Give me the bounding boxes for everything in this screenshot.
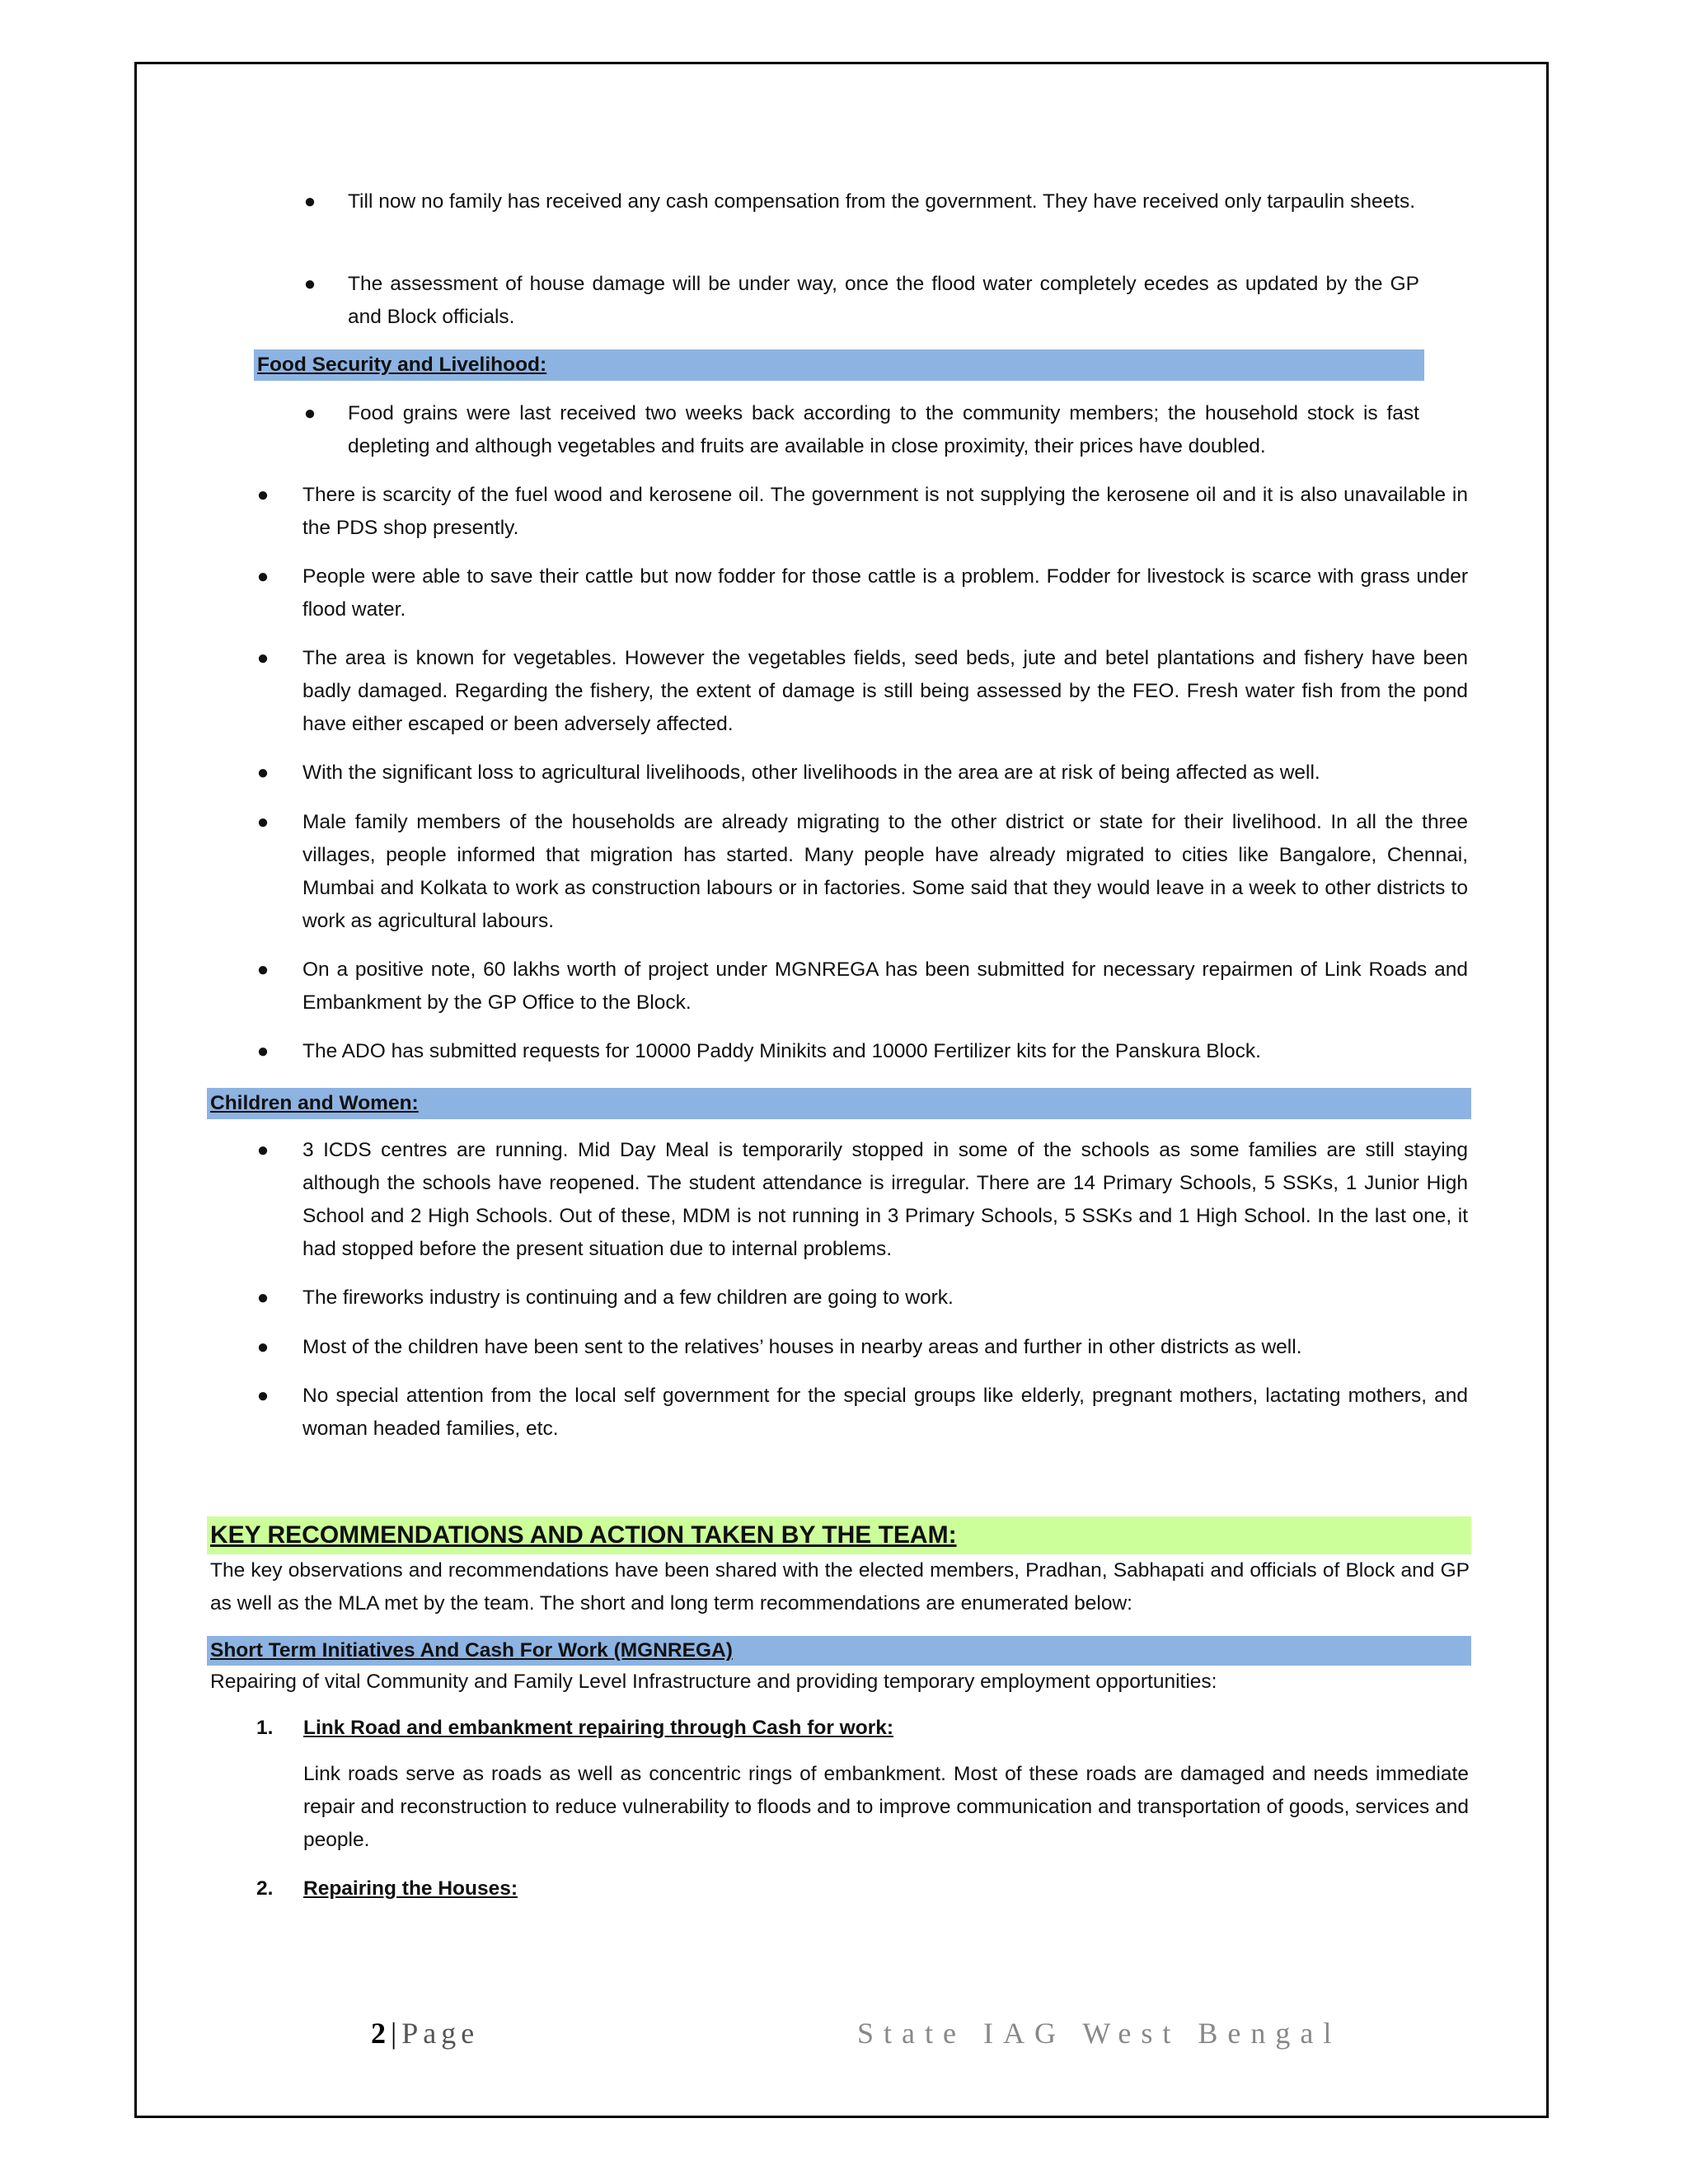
bullet-icon: ●: [256, 1040, 270, 1062]
item-title: Link Road and embankment repairing through Cash for work:: [303, 1717, 894, 1739]
list-item-text: The assessment of house damage will be under way, once the flood water completely ecedes as updated by the GP and Block officials.: [348, 273, 1419, 328]
item-body: Link roads serve as roads as well as concentric rings of embankment. Most of these roads are damaged and needs immediate repair and reconstruction to reduce vulnerability to floods and to improve communication and transportation of goods, services and people.: [303, 1763, 1469, 1851]
list-item-text: The fireworks industry is continuing and a few children are going to work.: [302, 1286, 954, 1309]
page-number-value: 2: [371, 2017, 386, 2050]
list-item-text: With the significant loss to agricultural livelihoods, other livelihoods in the area are at risk of being affected as well.: [302, 762, 1320, 784]
short-term-intro: Repairing of vital Community and Family Level Infrastructure and providing temporary employment opportunities:: [210, 1671, 1217, 1693]
list-item-text: There is scarcity of the fuel wood and kerosene oil. The government is not supplying the kerosene oil and it is also unavailable in the PDS shop presently.: [302, 484, 1468, 539]
list-item-text: Food grains were last received two weeks back according to the community members; the household stock is fast depleting and although vegetables and fruits are available in close proximity, their prices have doubled.: [348, 402, 1419, 457]
footer-organization: State IAG West Bengal: [857, 2017, 1342, 2050]
bullet-icon: ●: [303, 273, 316, 295]
bullet-icon: ●: [303, 190, 316, 213]
page-number: [371, 2016, 479, 2050]
list-item-text: On a positive note, 60 lakhs worth of project under MGNREGA has been submitted for necessary repairmen of Link Roads and Embankment by the GP Office to the Block.: [302, 958, 1468, 1014]
list-item-text: Male family members of the households are already migrating to the other district or state for their livelihood. In all the three villages, people informed that migration has started. Many people have already migrated to cities like Bangalore, Chennai, Mumbai and Kolkata to work as construction labours or in factories. Some said that they would leave in a week to other districts to work as agricultural labours.: [302, 811, 1468, 932]
bullet-icon: ●: [256, 565, 270, 588]
bullet-icon: ●: [303, 402, 316, 424]
list-item-text: The ADO has submitted requests for 10000 Paddy Minikits and 10000 Fertilizer kits for the Panskura Block.: [302, 1040, 1261, 1062]
section-heading-children-women: Children and Women:: [207, 1088, 1471, 1119]
item-number: 2.: [256, 1877, 274, 1900]
section-heading-food-security: Food Security and Livelihood:: [254, 349, 1424, 381]
bullet-icon: ●: [256, 484, 270, 506]
list-item-text: Till now no family has received any cash compensation from the government. They have received only tarpaulin sheets.: [348, 190, 1416, 213]
bullet-icon: ●: [256, 762, 270, 784]
item-title: Repairing the Houses:: [303, 1877, 518, 1900]
list-item-text: No special attention from the local self government for the special groups like elderly, pregnant mothers, lactating mothers, and woman headed families, etc.: [302, 1385, 1468, 1440]
bullet-icon: ●: [256, 1385, 270, 1407]
bullet-icon: ●: [256, 958, 270, 981]
page-separator: |: [391, 2017, 397, 2050]
bullet-icon: ●: [256, 811, 270, 833]
bullet-icon: ●: [256, 1286, 270, 1309]
recommendations-intro: The key observations and recommendations have been shared with the elected members, Pradhan, Sabhapati and officials of Block and GP as well as the MLA met by the team. The short and long term recommendations are enumerated below:: [210, 1559, 1470, 1615]
list-item-text: The area is known for vegetables. However the vegetables fields, seed beds, jute and betel plantations and fishery have been badly damaged. Regarding the fishery, the extent of damage is still being assessed by the FEO. Fresh water fish from the pond have either escaped or been adversely affected.: [302, 647, 1468, 735]
list-item-text: 3 ICDS centres are running. Mid Day Meal is temporarily stopped in some of the schools as some families are still staying although the schools have reopened. The student attendance is irregular. There are 14 Primary Schools, 5 SSKs, 1 Junior High School and 2 High Schools. Out of these, MDM is not running in 3 Primary Schools, 5 SSKs and 1 High School. In the last one, it had stopped before the present situation due to internal problems.: [302, 1139, 1468, 1260]
item-number: 1.: [256, 1717, 274, 1739]
bullet-icon: ●: [256, 647, 270, 669]
list-item-text: People were able to save their cattle but now fodder for those cattle is a problem. Fodder for livestock is scarce with grass under flood water.: [302, 565, 1468, 621]
section-heading-key-recommendations: KEY RECOMMENDATIONS AND ACTION TAKEN BY THE TEAM:: [207, 1516, 1471, 1554]
bullet-icon: ●: [256, 1336, 270, 1358]
page-label: Page: [401, 2017, 480, 2050]
section-heading-short-term: Short Term Initiatives And Cash For Work (MGNREGA): [207, 1636, 1471, 1666]
list-item-text: Most of the children have been sent to the relatives’ houses in nearby areas and further in other districts as well.: [302, 1336, 1302, 1358]
bullet-icon: ●: [256, 1139, 270, 1161]
